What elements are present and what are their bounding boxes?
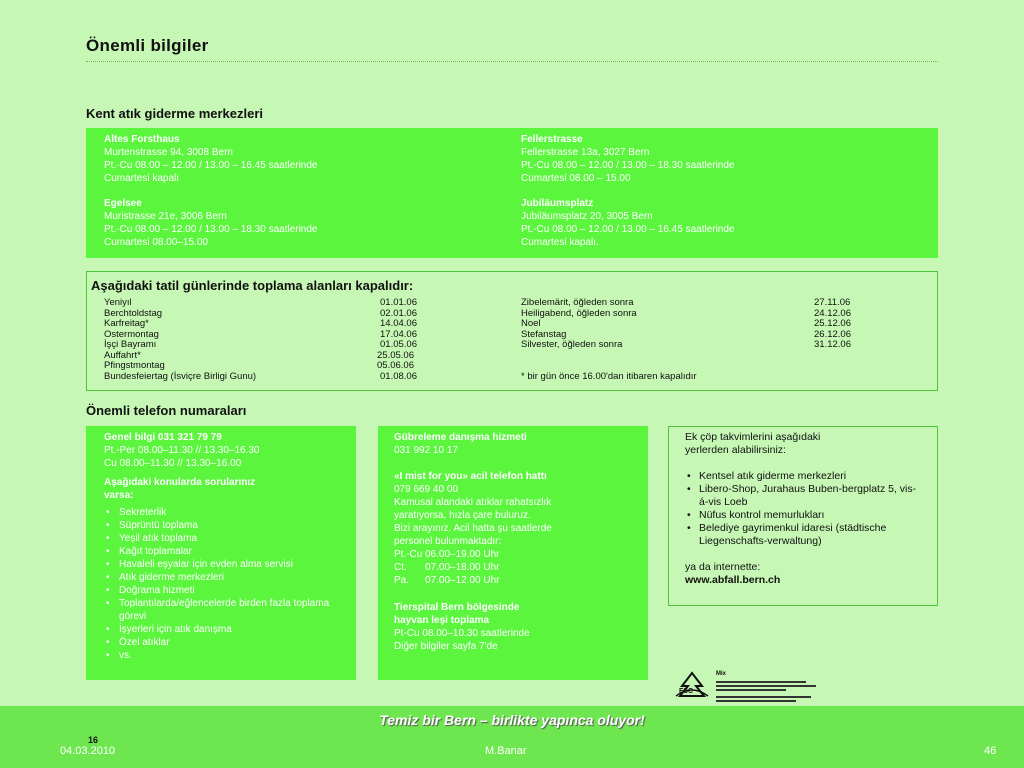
centers-heading: Kent atık giderme merkezleri: [86, 106, 264, 121]
list-item: • Nüfus kontrol memurlukları: [685, 509, 920, 522]
calendar-info-title-1: Ek çöp takvimlerini aşağıdaki: [685, 431, 821, 443]
holiday-row: Heiligabend, öğleden sonra 24.12.06: [521, 307, 851, 319]
center-egelsee: [104, 197, 318, 249]
list-item: • Yeşil atık toplama: [104, 532, 356, 545]
general-info-box: [86, 426, 356, 680]
topics-list: [104, 506, 356, 662]
calendar-locations-list: [685, 470, 920, 548]
center-saturday: Cumartesi kapalı.: [521, 237, 599, 248]
list-item: • Kentsel atık giderme merkezleri: [685, 470, 920, 483]
center-saturday: Cumartesi 08.00–15.00: [104, 237, 208, 248]
center-address: Jubiläumsplatz 20, 3005 Bern: [521, 211, 653, 222]
animal-hours: Pt-Cu 08.00–10.30 saatlerinde: [394, 628, 530, 639]
list-item: • Havaleli eşyalar için evden alma servisi: [104, 558, 344, 571]
holiday-row: Noel 25.12.06: [521, 318, 851, 329]
center-altes-forsthaus: [104, 133, 318, 185]
fertilizer-title: Gübreleme danışma hizmeti: [394, 432, 527, 443]
holidays-footnote: * bir gün önce 16.00'dan itibaren kapalıdır: [521, 370, 697, 382]
holiday-row: İşçi Bayramı 01.05.06: [104, 339, 417, 350]
list-item: • Sekreterlik: [104, 506, 356, 519]
footer-date: 04.03.2010: [60, 745, 116, 757]
list-item: • Özel atıklar: [104, 636, 356, 649]
center-hours: Pt.-Cu 08.00 – 12.00 / 13.00 – 18.30 saatlerinde: [521, 160, 735, 171]
emergency-phone: 079 669 40 00: [394, 484, 458, 495]
or-internet-label: ya da internette:: [685, 561, 761, 573]
list-item: • vs.: [104, 649, 356, 662]
general-info-title: Genel bilgi 031 321 79 79: [104, 432, 222, 443]
center-hours: Pt.-Cu 08.00 – 12.00 / 13.00 – 16.45 saatlerinde: [521, 224, 735, 235]
calendar-info-title-2: yerlerden alabilirsiniz:: [685, 444, 786, 456]
emergency-text-4: personel bulunmaktadır:: [394, 536, 502, 547]
centers-box: [86, 128, 938, 258]
emergency-text-3: Bizi arayınız. Acil hatta şu saatlerde: [394, 523, 552, 534]
holiday-row: Pfingstmontag 05.06.06: [104, 360, 414, 371]
fsc-fine-print: [716, 679, 816, 704]
list-item: • Belediye gayrimenkul idaresi (städtische Liegenschafts-verwaltung): [685, 522, 920, 548]
center-address: Muristrasse 21e, 3006 Bern: [104, 211, 227, 222]
holidays-heading: Aşağıdaki tatil günlerinde toplama alanları kapalıdır:: [91, 278, 414, 293]
center-address: Fellerstrasse 13a, 3027 Bern: [521, 147, 650, 158]
schedule-row: Ct. 07.00–18.00 Uhr: [394, 562, 500, 573]
fsc-text: FSC: [679, 688, 693, 695]
holidays-right-list: [521, 298, 921, 382]
fsc-tree-icon: [672, 670, 712, 702]
fertilizer-phone: 031 992 10 17: [394, 445, 458, 456]
holiday-row: Silvester, öğleden sonra 31.12.06: [521, 339, 851, 350]
list-item: • Doğrama hizmeti: [104, 584, 356, 597]
center-jubilaeumsplatz: [521, 197, 735, 249]
holiday-row: Karfreitag* 14.04.06: [104, 318, 417, 329]
holiday-row: Stefanstag 26.12.06: [521, 328, 851, 340]
footer-slide-number: 46: [984, 745, 997, 757]
list-item: • Atık giderme merkezleri: [104, 571, 356, 584]
website-url[interactable]: www.abfall.bern.ch: [685, 574, 781, 586]
phones-heading: Önemli telefon numaraları: [86, 403, 247, 418]
center-name: Altes Forsthaus: [104, 134, 180, 145]
holiday-row: Auffahrt* 25.05.06: [104, 349, 414, 361]
center-saturday: Cumartesi kapalı: [104, 173, 180, 184]
calendar-info-box: [668, 426, 938, 606]
center-name: Fellerstrasse: [521, 134, 583, 145]
topics-title-2: varsa:: [104, 490, 134, 501]
center-hours: Pt.-Cu 08.00 – 12.00 / 13.00 – 16.45 saatlerinde: [104, 160, 318, 171]
center-name: Egelsee: [104, 198, 142, 209]
slogan: Temiz bir Bern – birlikte yapınca oluyor!: [379, 712, 645, 728]
center-name: Jubiläumsplatz: [521, 198, 594, 209]
page-title: Önemli bilgiler: [86, 36, 209, 55]
list-item: • Süprüntü toplama: [104, 519, 356, 532]
emergency-text-1: Kamusal alandaki atıklar rahatsızlık: [394, 497, 552, 508]
animal-title-1: Tierspital Bern bölgesinde: [394, 602, 520, 613]
fsc-mix-label: Mix: [716, 671, 727, 677]
footer-author: M.Banar: [485, 745, 527, 757]
holiday-row: Yeniyıl 01.01.06: [104, 297, 417, 308]
list-item: • İşyerleri için atık danışma: [104, 623, 356, 636]
general-info-hours-2: Cu 08.00–11.30 // 13.30–16.00: [104, 458, 242, 469]
title-divider: [86, 61, 938, 62]
center-saturday: Cumartesi 08.00 – 15.00: [521, 173, 631, 184]
schedule-row: Pt.-Cu 06.00–19.00 Uhr: [394, 549, 500, 560]
list-item: • Libero-Shop, Jurahaus Buben-bergplatz 5, vis-á-vis Loeb: [685, 483, 920, 509]
page-number-small: 16: [88, 735, 99, 745]
holiday-row: Berchtoldstag 02.01.06: [104, 307, 417, 319]
hotlines-box: [378, 426, 648, 680]
center-fellerstrasse: [521, 133, 735, 185]
list-item: • Kağıt toplamalar: [104, 545, 356, 558]
emergency-text-2: yaratıyorsa, hızla çare buluruz.: [394, 510, 531, 521]
emergency-title: «I mist for you» acil telefon hattı: [394, 471, 547, 482]
animal-title-2: hayvan leşi toplama: [394, 615, 490, 626]
animal-more-info: Diğer bilgiler sayfa 7'de: [394, 641, 498, 652]
fsc-logo: [672, 670, 832, 704]
center-hours: Pt.-Cu 08.00 – 12.00 / 13.00 – 18.30 saatlerinde: [104, 224, 318, 235]
topics-title: Aşağıdaki konularda sorularınız: [104, 477, 256, 488]
holiday-row: Bundesfeiertag (İsviçre Birligi Gunu) 01.08.06: [104, 370, 417, 382]
holidays-left-list: [104, 298, 434, 382]
holiday-row: Zibelemärit, öğleden sonra 27.11.06: [521, 297, 851, 308]
holiday-row: Ostermontag 17.04.06: [104, 328, 417, 340]
center-address: Murtenstrasse 94, 3008 Bern: [104, 147, 233, 158]
general-info-hours-1: Pt.-Per 08.00–11.30 // 13.30–16.30: [104, 445, 260, 456]
holidays-box: [86, 271, 938, 391]
list-item: • Toplantılarda/eğlencelerde birden fazla toplama görevi: [104, 597, 354, 623]
schedule-row: Pa. 07.00–12.00 Uhr: [394, 575, 500, 586]
